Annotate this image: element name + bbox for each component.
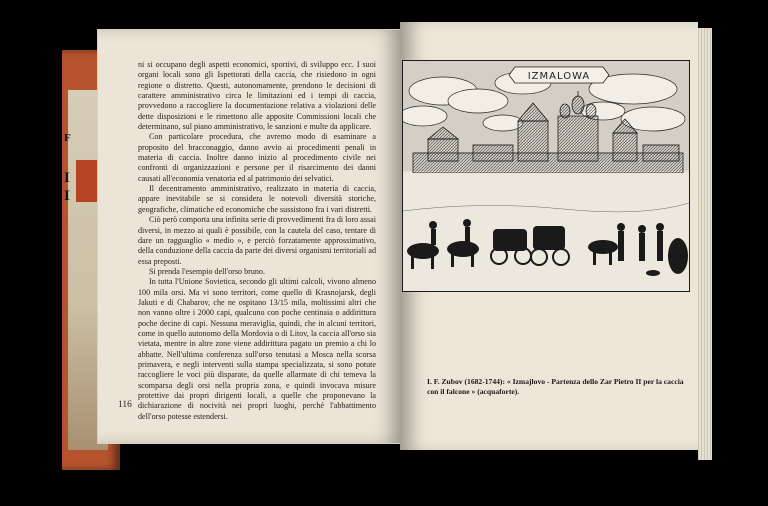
paragraph: Con particolare procedura, che avremo modo di esaminare a proposito del bracconaggio, danno avvio ai procedimenti penali in materia di caccia. Inoltre danno inizio al procedimento civile nei confronti di organizzazioni e persone per il risarcimento dei danni causati all'economia venatoria ed al patrimonio dei selvatici.	[138, 132, 376, 183]
plate-caption: I. F. Zubov (1682-1744): « Izmajlovo - Partenza dello Zar Pietro II per la caccia con il falcone » (acquaforte).	[427, 377, 684, 396]
title-banner	[509, 67, 609, 83]
paragraph: Ciò però comporta una infinita serie di provvedimenti fra di loro assai diversi, in mezzo ai quali è possibile, con la cautela del caso, tentare di dare un ragguaglio « medio », e perciò forzatamente approssimativo, della conduzione della caccia da parte dei diversi organismi territoriali ad essa preposti.	[138, 215, 376, 266]
paragraph: Il decentramento amministrativo, realizzato in materia di caccia, appare inevitabile se si considera le notevoli diversità storiche, geografiche, climatiche ed economiche che sussistono fra i vari distretti.	[138, 184, 376, 214]
engraving-plate	[402, 60, 690, 292]
page-edges	[698, 28, 712, 460]
left-page-body-text	[138, 60, 376, 422]
paragraph: Si prenda l'esempio dell'orso bruno.	[149, 266, 265, 276]
engraving-illustration	[403, 61, 689, 291]
paragraph: In tutta l'Unione Sovietica, secondo gli ultimi calcoli, vivono almeno 100 mila orsi. Ma vi sono territori, come quello di Krasnojarsk, degli Jakuti e di Chabarov, che ne ospitano 13/15 mila, moltissimi altri che non vanno oltre i 2000 capi, qualcuno con poche centinaia o addirittura poche decine di capi. Nessuna meraviglia, quindi, che in alcuni territori, come in quello autonomo della Mordovia o di Litov, la caccia all'orso sia vietata, mentre in altre zone viene addirittura pagato un premio a chi lo abbatte. Nell'ultima conferenza sull'orso tenutasi a Mosca nella scorsa primavera, e negli interventi sulla stampa specializzata, si sono potute raccogliere le voci più disparate, da quelle allarmate di chi temeva la scomparsa degli orsi nella propria zona, e quindi invocava misure protettive dai propri dirigenti locali, a quelle che proponevano la dichiarazione di nocività nei propri luoghi, perché l'abbattimento dell'orso potesse estendersi.	[138, 277, 376, 421]
cover-letter: I	[64, 170, 70, 186]
cover-letter: F	[64, 132, 71, 144]
banner-label: IZMALOWA	[527, 71, 591, 82]
page-number: 116	[118, 400, 132, 410]
paragraph: ni si occupano degli aspetti economici, sportivi, di sviluppo ecc. I suoi organi locali sono gli Ispettorati della caccia, che risiedono in ogni regione o distretto. Questi, autonomamente, prendono le decisioni di carattere amministrativo circa le limitazioni ed i tempi di caccia, provvedono a raccogliere la documentazione relativa a violazioni delle dette disposizioni e le rimettono alle apposite Commissioni locali che determinano, sul piano amministrativo, le sanzioni e multe da applicare.	[138, 60, 376, 132]
cover-letter: I	[64, 188, 70, 204]
